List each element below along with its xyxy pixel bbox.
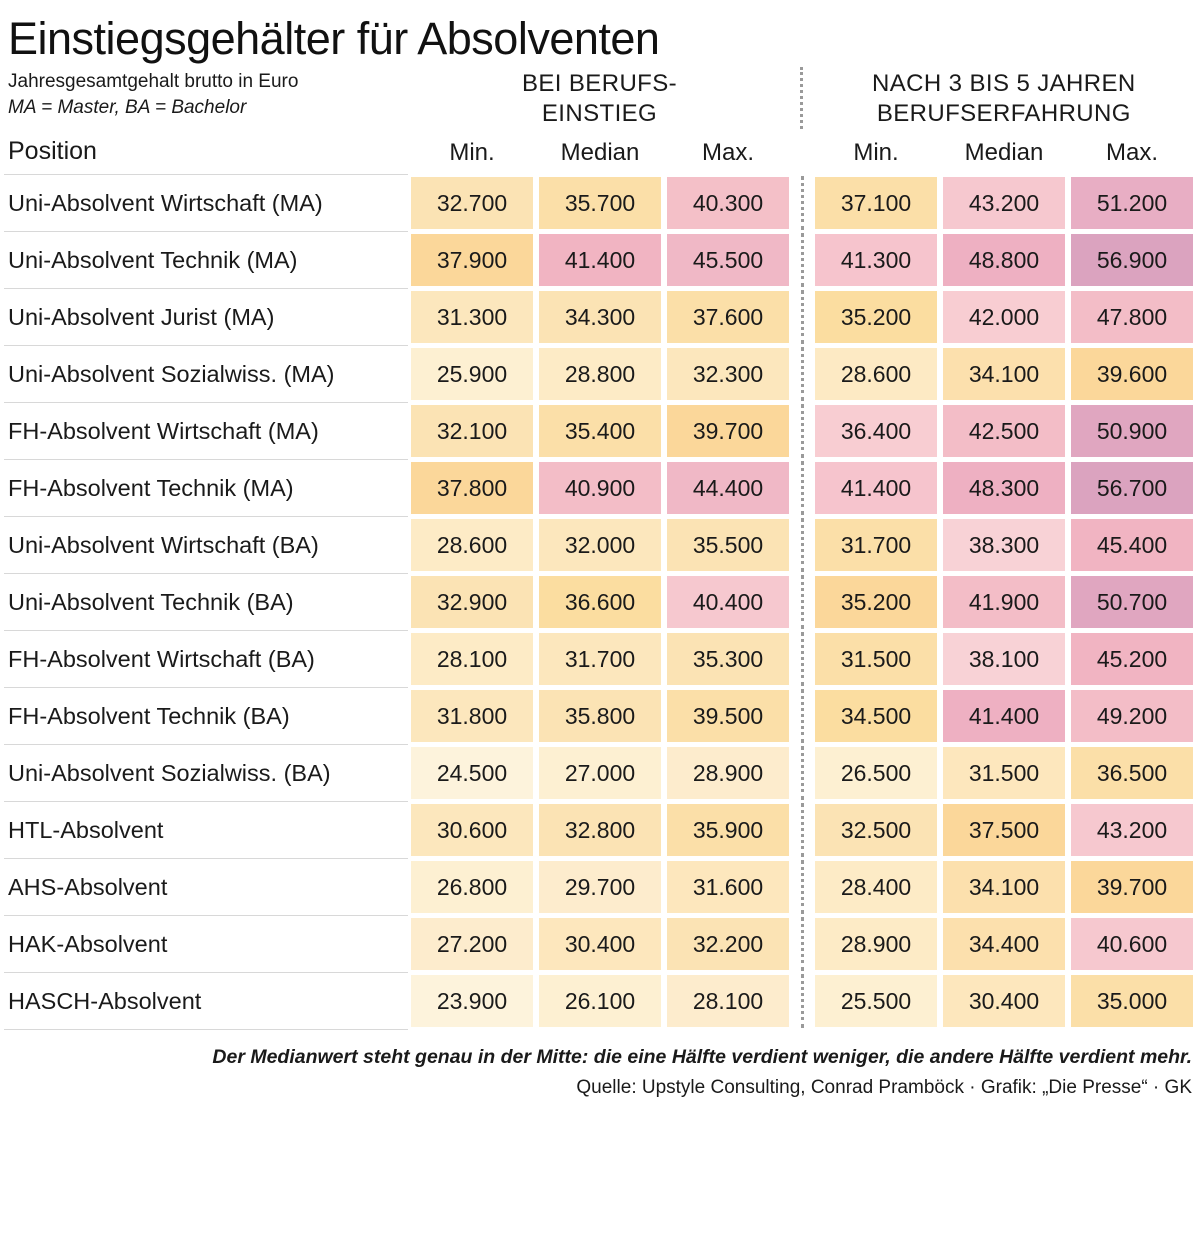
row-group-divider: [792, 802, 812, 859]
cell-value: 37.900: [411, 234, 533, 286]
table-row: [4, 745, 1196, 802]
cell-experienced-median: [940, 802, 1068, 859]
cell-experienced-max: [1068, 289, 1196, 346]
row-position-label: HASCH-Absolvent: [4, 973, 408, 1030]
cell-experienced-median: [940, 175, 1068, 232]
cell-value: 30.400: [943, 975, 1065, 1027]
cell-value: 41.300: [815, 234, 937, 286]
cell-value: 28.900: [667, 747, 789, 799]
cell-experienced-median: [940, 859, 1068, 916]
cell-value: 39.700: [667, 405, 789, 457]
cell-experienced-min: [812, 916, 940, 973]
dotted-divider: [801, 461, 804, 515]
cell-value: 26.100: [539, 975, 661, 1027]
cell-value: 56.700: [1071, 462, 1193, 514]
cell-experienced-max: [1068, 688, 1196, 745]
row-group-divider: [792, 175, 812, 232]
cell-experienced-max: [1068, 574, 1196, 631]
cell-entry-max: [664, 232, 792, 289]
cell-value: 40.600: [1071, 918, 1193, 970]
column-header-exp-min: Min.: [853, 138, 899, 166]
cell-entry-median: [536, 232, 664, 289]
cell-entry-min: [408, 232, 536, 289]
row-group-divider: [792, 859, 812, 916]
cell-value: 37.600: [667, 291, 789, 343]
cell-value: 31.800: [411, 690, 533, 742]
cell-experienced-median: [940, 916, 1068, 973]
cell-experienced-min: [812, 745, 940, 802]
cell-value: 41.400: [943, 690, 1065, 742]
cell-entry-median: [536, 802, 664, 859]
cell-experienced-max: [1068, 517, 1196, 574]
group-divider-top: [792, 67, 812, 129]
cell-entry-median: [536, 631, 664, 688]
cell-experienced-min: [812, 289, 940, 346]
row-position-label: Uni-Absolvent Wirtschaft (BA): [4, 517, 408, 574]
cell-value: 35.000: [1071, 975, 1193, 1027]
cell-value: 35.700: [539, 177, 661, 229]
dotted-divider: [801, 974, 804, 1028]
cell-entry-max: [664, 346, 792, 403]
cell-value: 28.900: [815, 918, 937, 970]
cell-value: 31.700: [815, 519, 937, 571]
dotted-divider: [801, 746, 804, 800]
cell-value: 30.600: [411, 804, 533, 856]
cell-value: 36.600: [539, 576, 661, 628]
column-header-position: Position: [8, 137, 97, 165]
cell-value: 39.700: [1071, 861, 1193, 913]
subtitle-block: [4, 67, 407, 120]
cell-entry-min: [408, 289, 536, 346]
cell-value: 24.500: [411, 747, 533, 799]
cell-value: 35.200: [815, 576, 937, 628]
table-body: [4, 175, 1196, 1030]
cell-value: 32.900: [411, 576, 533, 628]
row-position-label: Uni-Absolvent Sozialwiss. (BA): [4, 745, 408, 802]
cell-value: 36.400: [815, 405, 937, 457]
cell-experienced-max: [1068, 802, 1196, 859]
cell-experienced-min: [812, 403, 940, 460]
column-header-divider: [792, 137, 812, 175]
cell-value: 32.300: [667, 348, 789, 400]
cell-entry-median: [536, 574, 664, 631]
cell-value: 32.000: [539, 519, 661, 571]
cell-value: 31.300: [411, 291, 533, 343]
cell-value: 43.200: [1071, 804, 1193, 856]
cell-experienced-min: [812, 517, 940, 574]
dotted-divider: [801, 290, 804, 344]
dotted-divider: [801, 404, 804, 458]
column-header-entry-max: Max.: [701, 138, 754, 166]
cell-experienced-min: [812, 631, 940, 688]
column-header-entry-min: Min.: [449, 138, 495, 166]
row-position-label: Uni-Absolvent Jurist (MA): [4, 289, 408, 346]
row-group-divider: [792, 574, 812, 631]
dotted-divider: [801, 575, 804, 629]
row-position-label: FH-Absolvent Technik (BA): [4, 688, 408, 745]
cell-experienced-median: [940, 460, 1068, 517]
cell-entry-max: [664, 859, 792, 916]
cell-experienced-min: [812, 460, 940, 517]
cell-experienced-median: [940, 574, 1068, 631]
cell-value: 56.900: [1071, 234, 1193, 286]
cell-experienced-median: [940, 403, 1068, 460]
cell-experienced-min: [812, 175, 940, 232]
cell-entry-median: [536, 745, 664, 802]
group-header-experienced-line-2: BERUFSERFAHRUNG: [876, 100, 1131, 127]
cell-experienced-median: [940, 232, 1068, 289]
row-position-label: FH-Absolvent Wirtschaft (BA): [4, 631, 408, 688]
cell-experienced-max: [1068, 232, 1196, 289]
cell-value: 41.400: [539, 234, 661, 286]
cell-value: 32.700: [411, 177, 533, 229]
cell-value: 35.300: [667, 633, 789, 685]
row-position-label: Uni-Absolvent Technik (MA): [4, 232, 408, 289]
table-row: [4, 688, 1196, 745]
column-header-exp-median: Median: [964, 138, 1044, 166]
cell-value: 31.700: [539, 633, 661, 685]
column-header-exp-max: Max.: [1105, 138, 1158, 166]
cell-entry-median: [536, 289, 664, 346]
cell-entry-max: [664, 973, 792, 1030]
cell-value: 35.400: [539, 405, 661, 457]
cell-experienced-median: [940, 346, 1068, 403]
cell-experienced-min: [812, 859, 940, 916]
cell-value: 49.200: [1071, 690, 1193, 742]
cell-value: 40.400: [667, 576, 789, 628]
cell-value: 27.000: [539, 747, 661, 799]
cell-experienced-median: [940, 745, 1068, 802]
source-line: Quelle: Upstyle Consulting, Conrad Pramböck · Grafik: „Die Presse“ · GK: [576, 1077, 1192, 1098]
table-row: [4, 460, 1196, 517]
cell-experienced-max: [1068, 916, 1196, 973]
row-position-label: Uni-Absolvent Sozialwiss. (MA): [4, 346, 408, 403]
cell-entry-median: [536, 973, 664, 1030]
cell-entry-median: [536, 346, 664, 403]
cell-experienced-median: [940, 631, 1068, 688]
cell-entry-max: [664, 574, 792, 631]
cell-value: 35.200: [815, 291, 937, 343]
table-row: [4, 859, 1196, 916]
cell-entry-min: [408, 802, 536, 859]
cell-experienced-max: [1068, 460, 1196, 517]
table-header-row: [4, 137, 1196, 175]
cell-entry-min: [408, 517, 536, 574]
cell-entry-max: [664, 460, 792, 517]
cell-entry-max: [664, 289, 792, 346]
cell-entry-median: [536, 403, 664, 460]
cell-entry-min: [408, 403, 536, 460]
table-row: [4, 175, 1196, 232]
subheader-row: [4, 67, 1196, 129]
group-header-entry: [407, 67, 791, 129]
row-group-divider: [792, 517, 812, 574]
cell-value: 43.200: [943, 177, 1065, 229]
footnote: Der Medianwert steht genau in der Mitte: die eine Hälfte verdient weniger, die andere Hälfte verdient mehr.: [212, 1046, 1192, 1068]
row-position-label: FH-Absolvent Wirtschaft (MA): [4, 403, 408, 460]
cell-value: 30.400: [539, 918, 661, 970]
cell-entry-median: [536, 916, 664, 973]
table-row: [4, 802, 1196, 859]
cell-experienced-median: [940, 517, 1068, 574]
cell-entry-median: [536, 688, 664, 745]
cell-entry-median: [536, 460, 664, 517]
table-row: [4, 346, 1196, 403]
row-group-divider: [792, 403, 812, 460]
dotted-divider: [801, 176, 804, 230]
cell-entry-min: [408, 460, 536, 517]
cell-entry-min: [408, 859, 536, 916]
cell-experienced-max: [1068, 631, 1196, 688]
dotted-divider: [801, 233, 804, 287]
cell-value: 34.300: [539, 291, 661, 343]
cell-value: 42.500: [943, 405, 1065, 457]
cell-experienced-median: [940, 973, 1068, 1030]
cell-value: 35.900: [667, 804, 789, 856]
cell-entry-min: [408, 973, 536, 1030]
cell-value: 27.200: [411, 918, 533, 970]
row-group-divider: [792, 916, 812, 973]
cell-value: 28.800: [539, 348, 661, 400]
column-header-entry-median: Median: [560, 138, 640, 166]
cell-experienced-min: [812, 802, 940, 859]
cell-entry-min: [408, 688, 536, 745]
cell-value: 28.600: [411, 519, 533, 571]
cell-value: 23.900: [411, 975, 533, 1027]
row-group-divider: [792, 745, 812, 802]
cell-value: 50.700: [1071, 576, 1193, 628]
cell-experienced-median: [940, 289, 1068, 346]
cell-experienced-max: [1068, 403, 1196, 460]
cell-entry-median: [536, 859, 664, 916]
group-header-experienced: [812, 67, 1196, 129]
cell-value: 51.200: [1071, 177, 1193, 229]
cell-value: 37.100: [815, 177, 937, 229]
dotted-divider: [801, 803, 804, 857]
cell-value: 28.100: [411, 633, 533, 685]
cell-value: 38.300: [943, 519, 1065, 571]
cell-entry-median: [536, 175, 664, 232]
cell-value: 39.500: [667, 690, 789, 742]
cell-value: 25.500: [815, 975, 937, 1027]
table-head: [4, 137, 1196, 175]
table-row: [4, 289, 1196, 346]
cell-experienced-min: [812, 574, 940, 631]
cell-value: 28.100: [667, 975, 789, 1027]
cell-value: 26.500: [815, 747, 937, 799]
cell-experienced-min: [812, 973, 940, 1030]
row-position-label: Uni-Absolvent Technik (BA): [4, 574, 408, 631]
cell-value: 35.800: [539, 690, 661, 742]
cell-value: 28.400: [815, 861, 937, 913]
cell-value: 38.100: [943, 633, 1065, 685]
cell-value: 48.300: [943, 462, 1065, 514]
cell-value: 42.000: [943, 291, 1065, 343]
cell-entry-max: [664, 403, 792, 460]
cell-experienced-max: [1068, 973, 1196, 1030]
cell-value: 37.500: [943, 804, 1065, 856]
table-row: [4, 403, 1196, 460]
cell-value: 31.500: [815, 633, 937, 685]
cell-value: 31.600: [667, 861, 789, 913]
cell-entry-max: [664, 517, 792, 574]
cell-value: 34.100: [943, 861, 1065, 913]
cell-entry-max: [664, 916, 792, 973]
dotted-divider: [801, 632, 804, 686]
cell-entry-min: [408, 574, 536, 631]
page-title: Einstiegsgehälter für Absolventen: [8, 13, 660, 64]
cell-experienced-max: [1068, 859, 1196, 916]
table-row: [4, 973, 1196, 1030]
dotted-divider: [801, 917, 804, 971]
cell-value: 48.800: [943, 234, 1065, 286]
cell-value: 32.200: [667, 918, 789, 970]
cell-value: 45.400: [1071, 519, 1193, 571]
cell-value: 47.800: [1071, 291, 1193, 343]
cell-value: 39.600: [1071, 348, 1193, 400]
table-row: [4, 517, 1196, 574]
cell-value: 32.500: [815, 804, 937, 856]
cell-value: 34.500: [815, 690, 937, 742]
row-position-label: AHS-Absolvent: [4, 859, 408, 916]
cell-value: 29.700: [539, 861, 661, 913]
subtitle-line-2: MA = Master, BA = Bachelor: [8, 96, 247, 118]
cell-value: 40.900: [539, 462, 661, 514]
cell-value: 44.400: [667, 462, 789, 514]
cell-entry-max: [664, 688, 792, 745]
cell-entry-min: [408, 346, 536, 403]
cell-entry-min: [408, 631, 536, 688]
cell-experienced-max: [1068, 745, 1196, 802]
cell-value: 26.800: [411, 861, 533, 913]
dotted-divider: [801, 860, 804, 914]
dotted-divider: [800, 67, 803, 129]
table-row: [4, 232, 1196, 289]
cell-value: 28.600: [815, 348, 937, 400]
cell-experienced-min: [812, 346, 940, 403]
cell-experienced-min: [812, 688, 940, 745]
row-position-label: FH-Absolvent Technik (MA): [4, 460, 408, 517]
cell-value: 32.800: [539, 804, 661, 856]
cell-value: 31.500: [943, 747, 1065, 799]
cell-value: 35.500: [667, 519, 789, 571]
group-header-entry-line-2: EINSTIEG: [541, 100, 658, 127]
cell-value: 36.500: [1071, 747, 1193, 799]
cell-entry-max: [664, 631, 792, 688]
row-group-divider: [792, 346, 812, 403]
cell-entry-max: [664, 802, 792, 859]
table-row: [4, 574, 1196, 631]
group-header-entry-line-1: BEI BERUFS-: [521, 70, 678, 97]
row-group-divider: [792, 631, 812, 688]
row-position-label: Uni-Absolvent Wirtschaft (MA): [4, 175, 408, 232]
cell-entry-max: [664, 745, 792, 802]
cell-experienced-max: [1068, 346, 1196, 403]
dotted-divider: [801, 347, 804, 401]
subtitle-line-1: Jahresgesamtgehalt brutto in Euro: [8, 71, 299, 92]
cell-entry-min: [408, 916, 536, 973]
table-row: [4, 916, 1196, 973]
cell-experienced-median: [940, 688, 1068, 745]
row-position-label: HAK-Absolvent: [4, 916, 408, 973]
cell-experienced-min: [812, 232, 940, 289]
salary-table: [4, 137, 1196, 1030]
row-group-divider: [792, 973, 812, 1030]
cell-value: 45.200: [1071, 633, 1193, 685]
table-row: [4, 631, 1196, 688]
row-group-divider: [792, 688, 812, 745]
cell-value: 32.100: [411, 405, 533, 457]
cell-entry-max: [664, 175, 792, 232]
row-group-divider: [792, 289, 812, 346]
cell-value: 40.300: [667, 177, 789, 229]
cell-value: 41.400: [815, 462, 937, 514]
cell-experienced-max: [1068, 175, 1196, 232]
cell-entry-median: [536, 517, 664, 574]
cell-entry-min: [408, 745, 536, 802]
cell-value: 50.900: [1071, 405, 1193, 457]
row-group-divider: [792, 232, 812, 289]
cell-value: 41.900: [943, 576, 1065, 628]
cell-value: 34.400: [943, 918, 1065, 970]
cell-value: 34.100: [943, 348, 1065, 400]
dotted-divider: [801, 518, 804, 572]
row-group-divider: [792, 460, 812, 517]
cell-entry-min: [408, 175, 536, 232]
cell-value: 25.900: [411, 348, 533, 400]
cell-value: 37.800: [411, 462, 533, 514]
dotted-divider: [801, 689, 804, 743]
row-position-label: HTL-Absolvent: [4, 802, 408, 859]
group-header-experienced-line-1: NACH 3 BIS 5 JAHREN: [872, 70, 1136, 97]
cell-value: 45.500: [667, 234, 789, 286]
